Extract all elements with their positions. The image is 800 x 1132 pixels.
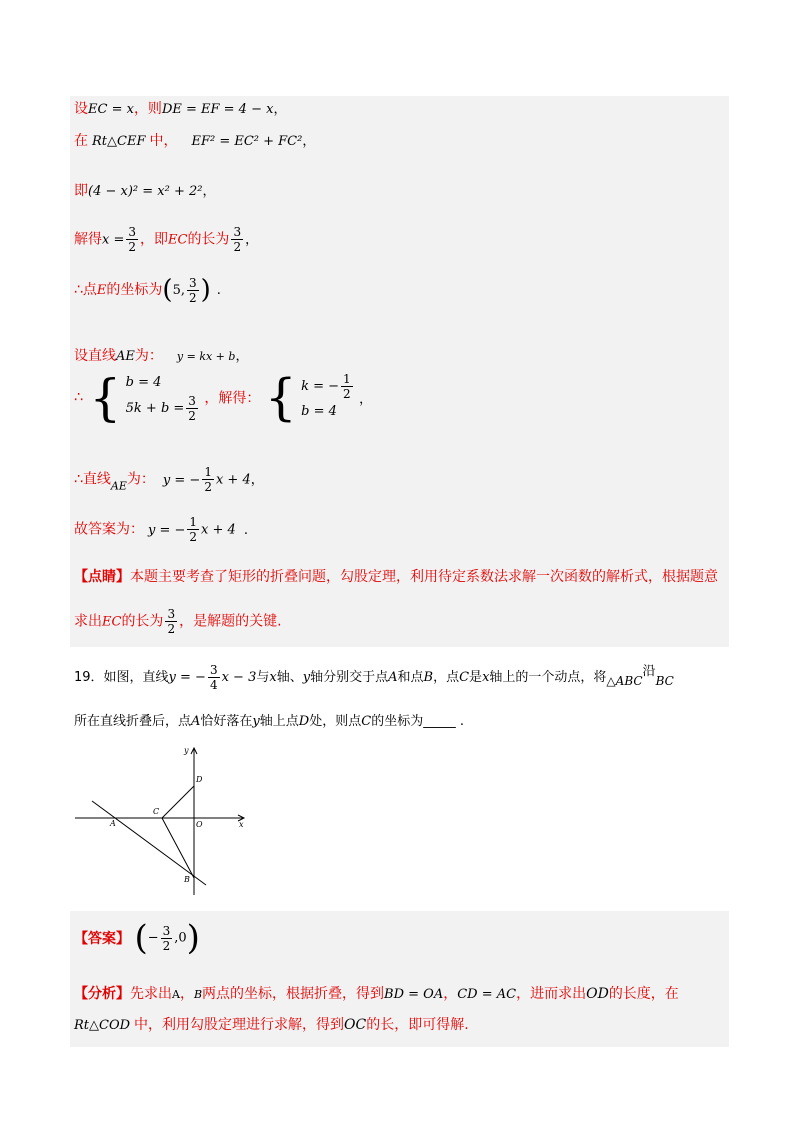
fraction: $\frac{3}{2}$ <box>188 275 197 305</box>
solution-line-4: 解得x = $\frac{3}{2}$ ，即EC的长为 $\frac{3}{2}$ ， <box>74 225 259 254</box>
geometry-figure <box>70 745 255 900</box>
solution-line-3: 即(4 − x)² = x² + 2²， <box>74 183 216 199</box>
label-O: O <box>196 820 203 829</box>
label-B: B <box>184 875 190 884</box>
solution-line-7: ∴ { b = 4 5k + b = $\frac{3}{2}$ ，解得： { k = − $\frac{1}{2}$ b = 4 ， <box>74 368 373 427</box>
solution-line-5: ∴点E的坐标为(5, $\frac{3}{2}$ ) . <box>74 275 221 305</box>
solution-line-2: 在 Rt△CEF 中， EF² = EC² + FC²， <box>74 133 316 149</box>
solution-line-8: ∴直线$_{AE}$为： y = − $\frac{1}{2}$ x + 4， <box>74 465 264 494</box>
fraction: $\frac{3}{2}$ <box>233 225 242 254</box>
label-x: x <box>239 820 244 829</box>
fraction: $\frac{3}{2}$ <box>128 225 136 254</box>
question-line-1: 19．如图，直线y = − $\frac{3}{4}$ x − 3与x轴、y轴分别交于点A和点B，点C是x轴上的一个动点，将△ABC沿BC <box>74 663 674 692</box>
hint-tag: 【点睛】 <box>74 569 130 585</box>
solution-line-1: 设EC = x，则DE = EF = 4 − x， <box>74 101 287 117</box>
solution-line-9: 故答案为： y = − $\frac{1}{2}$ x + 4 . <box>74 515 248 544</box>
solution-line-11: 求出EC的长为 $\frac{3}{2}$ ，是解题的关键. <box>74 607 282 636</box>
solution-line-6: 设直线AE为： y = kx + b， <box>74 348 249 364</box>
line-AB <box>92 801 206 885</box>
segment-CD <box>162 786 194 818</box>
equation-system: b = 4 5k + b = $\frac{3}{2}$ <box>125 375 196 423</box>
question-line-2: 所在直线折叠后，点A恰好落在y轴上点D处，则点C的坐标为_____ . <box>74 714 464 729</box>
label-D: D <box>196 775 203 784</box>
answer-line: 【答案】 (− $\frac{3}{2}$ ,0) <box>74 918 200 958</box>
analysis-line-2: Rt△COD 中，利用勾股定理进行求解，得到OC的长，即可得解. <box>74 1017 469 1033</box>
analysis-tag: 【分析】 <box>74 986 130 1002</box>
solution-system: k = − $\frac{1}{2}$ b = 4 <box>301 372 351 419</box>
solution-line-10: 【点睛】本题主要考查了矩形的折叠问题，勾股定理，利用待定系数法求解一次函数的解析式，根据题意 <box>74 569 718 585</box>
label-y: y <box>184 746 189 755</box>
label-A: A <box>110 819 116 828</box>
paren-open: ( <box>134 918 148 958</box>
paren-close: ) <box>186 918 200 958</box>
analysis-line-1: 【分析】先求出A，B两点的坐标，根据折叠，得到BD = OA，CD = AC，进而求出OD的长度，在 <box>74 986 679 1002</box>
answer-tag: 【答案】 <box>74 931 130 947</box>
label-C: C <box>153 807 160 816</box>
segment-CB <box>162 818 194 878</box>
